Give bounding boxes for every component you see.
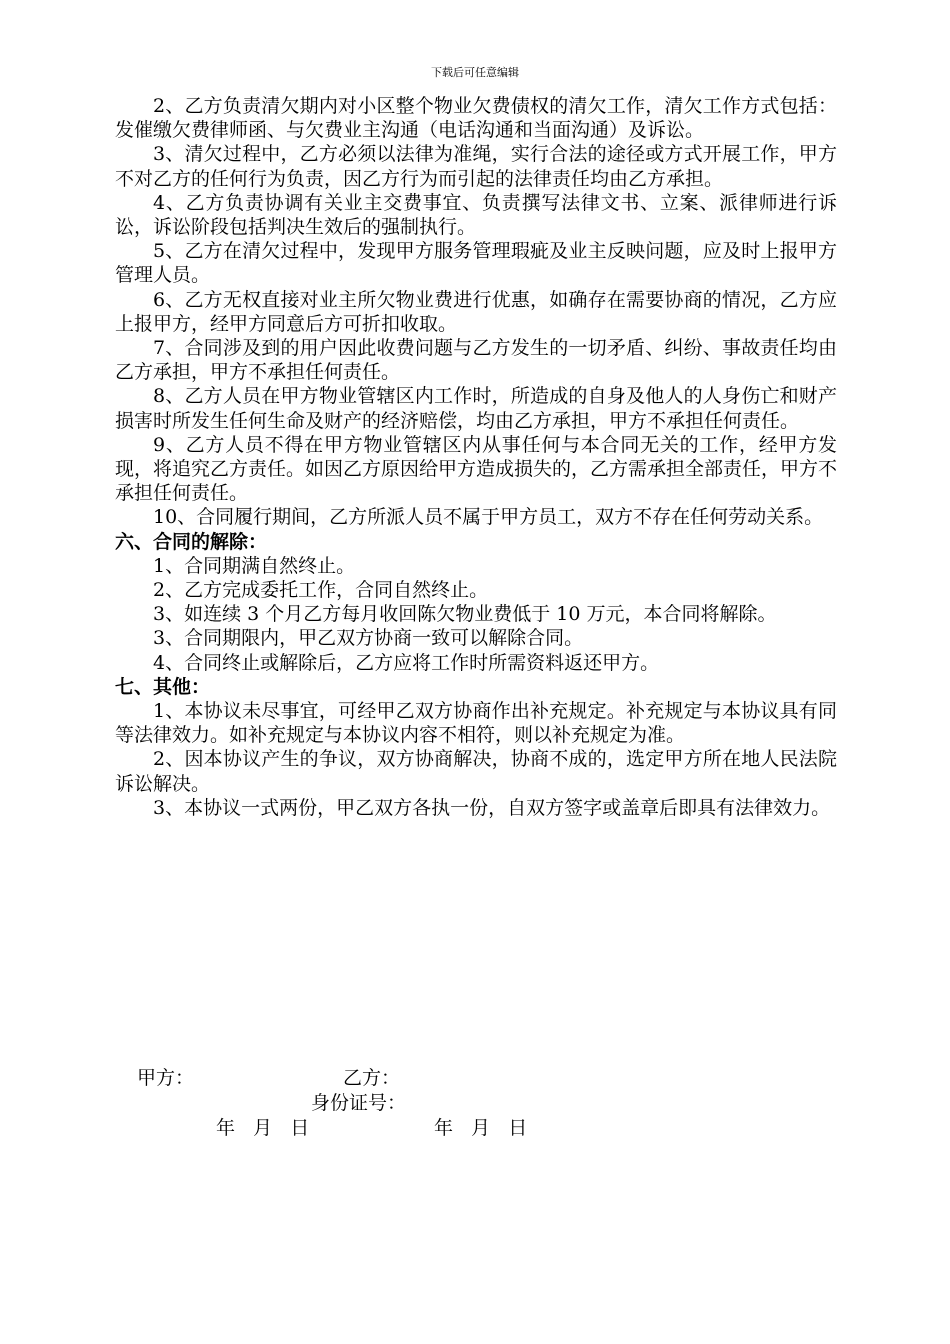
id-number-label: 身份证号： [311,1092,407,1114]
section-heading-termination: 六、合同的解除： [115,530,268,553]
section-heading-other: 七、其他： [115,675,211,698]
clause-6-3: 3、如连续 3 个月乙方每月收回陈欠物业费低于 10 万元，本合同将解除。 [153,603,777,626]
clause-6-2: 2、乙方完成委托工作，合同自然终止。 [153,579,489,602]
clause-5-6: 6、乙方无权直接对业主所欠物业费进行优惠，如确存在需要协商的情况，乙方应上报甲方，经甲方同意后方可折扣收取。 [115,288,837,335]
clause-5-4: 4、乙方负责协调有关业主交费事宜、负责撰写法律文书、立案、派律师进行诉讼，诉讼阶段包括判决生效后的强制执行。 [115,191,837,239]
date-party-a: 年 月 日 [216,1117,310,1139]
clause-5-2: 2、乙方负责清欠期内对小区整个物业欠费债权的清欠工作，清欠工作方式包括：发催缴欠费律师函、与欠费业主沟通（电话沟通和当面沟通）及诉讼。 [115,95,837,142]
date-party-b: 年 月 日 [434,1117,528,1139]
page-header: 下载后可任意编辑 [431,66,519,79]
contract-body [115,94,837,820]
clause-5-5: 5、乙方在清欠过程中，发现甲方服务管理瑕疵及业主反映问题，应及时上报甲方管理人员。 [115,240,837,287]
clause-7-1: 1、本协议未尽事宜，可经甲乙双方协商作出补充规定。补充规定与本协议具有同等法律效力。如补充规定与本协议内容不相符，则以补充规定为准。 [115,700,837,747]
clause-7-2: 2、因本协议产生的争议，双方协商解决，协商不成的，选定甲方所在地人民法院诉讼解决。 [115,748,837,795]
party-a-label: 甲方： [137,1067,195,1089]
clause-5-3: 3、清欠过程中，乙方必须以法律为准绳，实行合法的途径或方式开展工作，甲方不对乙方的任何行为负责，因乙方行为而引起的法律责任均由乙方承担。 [115,143,837,190]
clause-6-4: 4、合同终止或解除后，乙方应将工作时所需资料返还甲方。 [153,651,660,674]
clause-5-7: 7、合同涉及到的用户因此收费问题与乙方发生的一切矛盾、纠纷、事故责任均由乙方承担，甲方不承担任何责任。 [115,337,837,384]
clause-5-10: 10、合同履行期间，乙方所派人员不属于甲方员工，双方不存在任何劳动关系。 [153,506,824,529]
clause-6-1: 1、合同期满自然终止。 [153,554,356,577]
clause-5-8: 8、乙方人员在甲方物业管辖区内工作时，所造成的自身及他人的人身伤亡和财产损害时所发生任何生命及财产的经济赔偿，均由乙方承担，甲方不承担任何责任。 [115,385,837,432]
party-b-label: 乙方： [343,1067,401,1089]
clause-5-9: 9、乙方人员不得在甲方物业管辖区内从事任何与本合同无关的工作，经甲方发现，将追究乙方责任。如因乙方原因给甲方造成损失的，乙方需承担全部责任，甲方不承担任何责任。 [115,433,838,505]
clause-6-3b: 3、合同期限内，甲乙双方协商一致可以解除合同。 [153,627,584,650]
clause-7-3: 3、本协议一式两份，甲乙双方各执一份，自双方签字或盖章后即具有法律效力。 [153,796,831,819]
